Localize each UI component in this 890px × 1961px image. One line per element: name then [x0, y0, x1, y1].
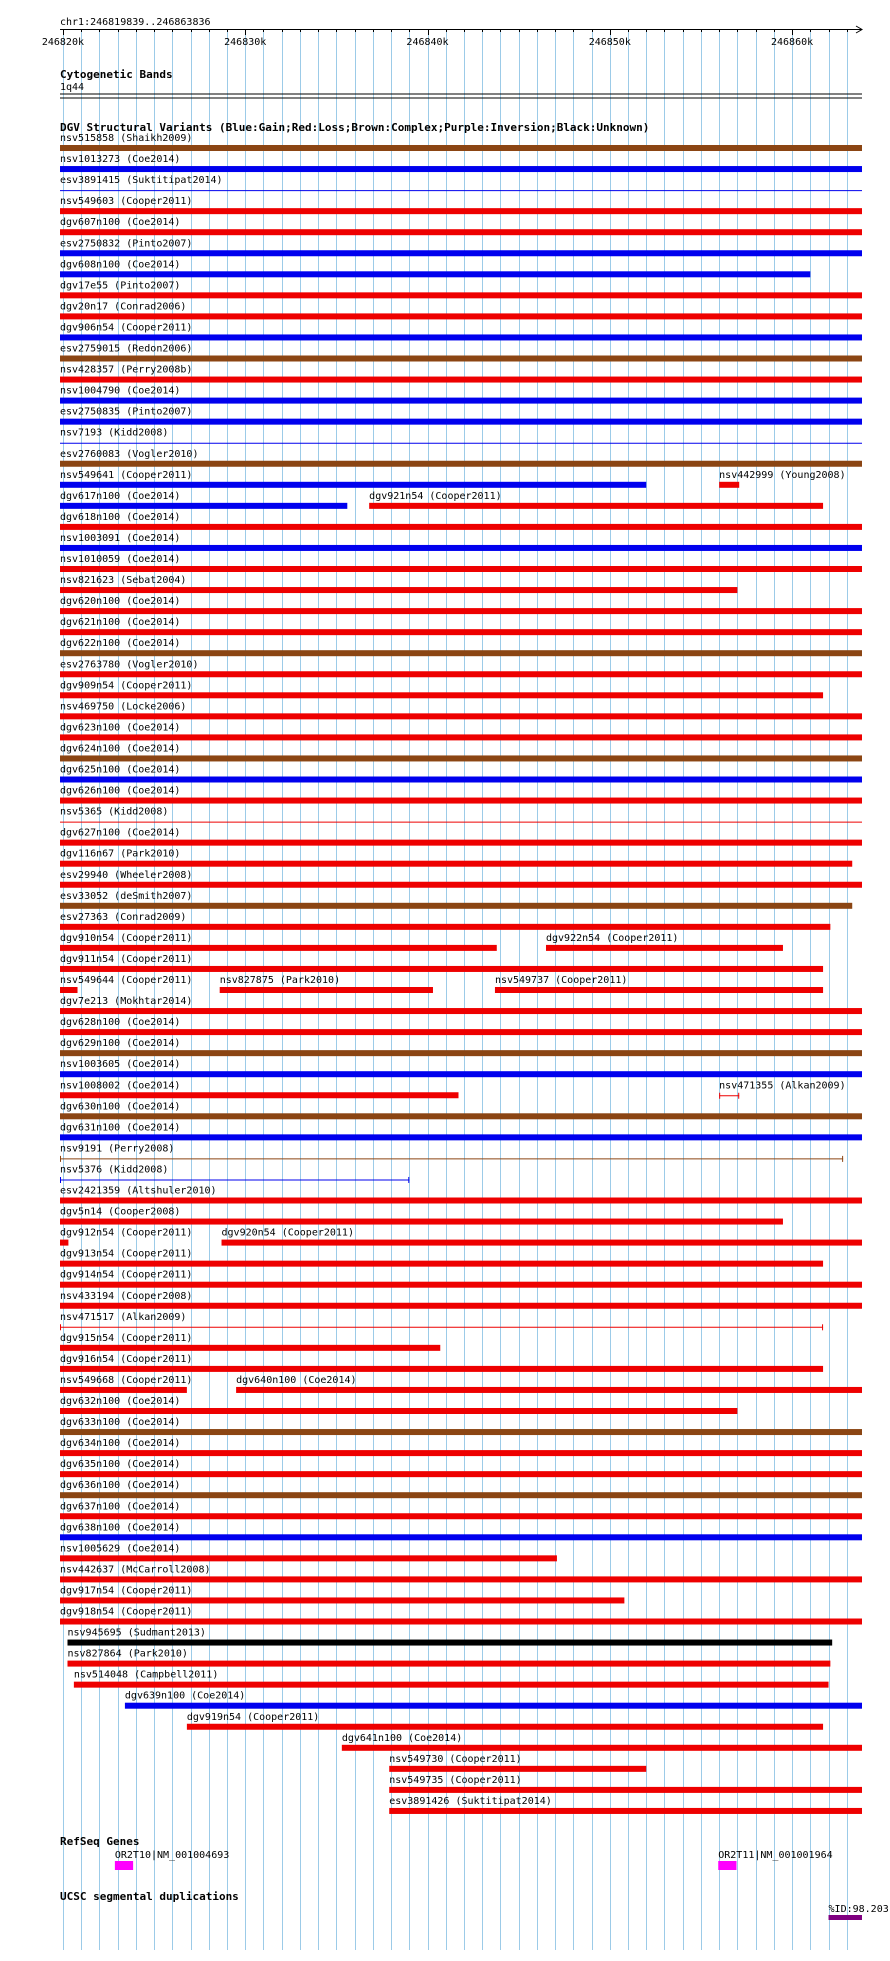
variant-label: nsv428357 (Perry2008b) — [60, 364, 193, 376]
variant-label: dgv637n100 (Coe2014) — [60, 1501, 181, 1513]
variant-label: nsv827875 (Park2010) — [219, 975, 341, 986]
variant-bar[interactable] — [342, 1745, 862, 1751]
dgv-row — [60, 1312, 823, 1331]
variant-bar[interactable] — [60, 755, 862, 761]
dgv-row — [60, 1396, 737, 1414]
variant-bar[interactable] — [60, 966, 823, 972]
variant-label: dgv625n100 (Coe2014) — [60, 764, 181, 776]
dgv-row — [60, 407, 862, 425]
variant-bar[interactable] — [60, 1429, 862, 1435]
variant-label: dgv617n100 (Coe2014) — [60, 490, 181, 502]
gene-label: OR2T10|NM_001004693 — [114, 1850, 230, 1861]
variant-bar[interactable] — [60, 1408, 737, 1414]
variant-bar[interactable] — [60, 1513, 862, 1519]
dgv-row — [60, 533, 862, 551]
dgv-row — [60, 280, 862, 298]
dgv-row — [389, 1796, 862, 1814]
dgv-row — [60, 1059, 862, 1077]
variant-label: dgv640n100 (Coe2014) — [236, 1374, 357, 1386]
variant-label: dgv632n100 (Coe2014) — [60, 1396, 181, 1407]
variant-label: dgv17e55 (Pinto2007) — [60, 280, 181, 292]
variant-bar[interactable] — [74, 1682, 829, 1688]
variant-label: dgv623n100 (Coe2014) — [60, 722, 181, 734]
variant-bar[interactable] — [60, 145, 862, 151]
variant-bar[interactable] — [60, 1092, 458, 1098]
variant-bar[interactable] — [60, 1387, 187, 1393]
dgv-row — [60, 491, 823, 509]
dgv-row — [60, 912, 830, 930]
variant-bar[interactable] — [719, 482, 739, 488]
dgv-row — [60, 554, 862, 572]
variant-label: dgv634n100 (Coe2014) — [60, 1438, 181, 1450]
variant-bar[interactable] — [60, 987, 78, 993]
variant-label: dgv5n14 (Cooper2008) — [60, 1206, 181, 1218]
variant-label: dgv916n54 (Cooper2011) — [60, 1353, 193, 1365]
variant-bar[interactable] — [60, 1303, 862, 1309]
variant-bar[interactable] — [60, 1071, 862, 1077]
variant-label: esv2750835 (Pinto2007) — [60, 406, 193, 418]
dgv-row — [60, 996, 862, 1014]
variant-bar[interactable] — [389, 1766, 646, 1772]
tick-label: 246830k — [224, 37, 267, 48]
variant-label: dgv629n100 (Coe2014) — [60, 1038, 181, 1050]
variant-label: nsv5365 (Kidd2008) — [60, 806, 169, 818]
variant-bar[interactable] — [60, 461, 862, 467]
variant-label: nsv549737 (Cooper2011) — [494, 975, 628, 986]
dgv-track-title: DGV Structural Variants (Blue:Gain;Red:Loss;Brown:Complex;Purple:Inversion;Black:Unknown) — [60, 121, 650, 134]
dgv-row — [60, 175, 862, 191]
variant-label: nsv433194 (Cooper2008) — [60, 1290, 193, 1302]
variant-label: nsv469750 (Locke2006) — [60, 701, 187, 713]
variant-label: dgv620n100 (Coe2014) — [60, 596, 181, 608]
variant-label: dgv922n54 (Cooper2011) — [545, 932, 679, 944]
variant-bar[interactable] — [60, 1198, 862, 1204]
variant-label: nsv549603 (Cooper2011) — [60, 196, 193, 208]
ruler-axis — [42, 26, 862, 48]
variant-bar[interactable] — [60, 356, 862, 362]
variant-bar[interactable] — [67, 1661, 830, 1667]
variant-bar[interactable] — [60, 650, 862, 656]
dgv-row — [60, 1291, 862, 1309]
dgv-row — [60, 133, 862, 151]
segdup-track-title: UCSC segmental duplications — [60, 1890, 239, 1903]
dgv-row — [60, 743, 862, 761]
segdup-label: %ID:98.203 — [828, 1904, 889, 1915]
variant-bar[interactable] — [60, 840, 862, 846]
dgv-row — [60, 596, 862, 614]
variant-bar[interactable] — [60, 924, 830, 930]
variant-bar[interactable] — [60, 798, 862, 804]
variant-label: dgv920n54 (Cooper2011) — [221, 1227, 354, 1239]
variant-label: esv2421359 (Altshuler2010) — [60, 1185, 217, 1197]
dgv-row — [60, 1080, 846, 1099]
variant-label: nsv827864 (Park2010) — [67, 1648, 188, 1660]
variant-label: nsv549641 (Cooper2011) — [60, 469, 193, 481]
variant-label: esv3891415 (Suktitipat2014) — [60, 175, 223, 187]
variant-label: dgv116n67 (Park2010) — [60, 848, 181, 860]
dgv-row — [60, 301, 862, 319]
variant-bar[interactable] — [60, 313, 862, 319]
variant-bar[interactable] — [60, 1029, 862, 1035]
dgv-row — [60, 701, 862, 719]
dgv-row — [60, 1122, 862, 1140]
gene-feature[interactable] — [115, 1861, 133, 1870]
variant-bar[interactable] — [60, 734, 862, 740]
variant-bar[interactable] — [60, 1450, 862, 1456]
variant-bar[interactable] — [546, 945, 783, 951]
variant-bar[interactable] — [60, 292, 862, 298]
dgv-row — [60, 1249, 823, 1267]
variant-bar[interactable] — [60, 861, 852, 867]
dgv-row — [60, 386, 862, 404]
dgv-row — [60, 1417, 862, 1435]
variant-label: nsv1005629 (Coe2014) — [60, 1543, 181, 1555]
dgv-row — [60, 1459, 862, 1477]
dgv-row — [60, 1017, 862, 1035]
variant-label: dgv633n100 (Coe2014) — [60, 1417, 181, 1429]
dgv-row — [60, 891, 852, 909]
variant-bar[interactable] — [60, 166, 862, 172]
segdup-feature[interactable] — [829, 1915, 862, 1920]
dgv-row — [60, 238, 862, 256]
variant-label: nsv515858 (Shaikh2009) — [60, 133, 193, 144]
variant-label: nsv945695 (Sudmant2013) — [67, 1627, 206, 1639]
variant-bar[interactable] — [60, 398, 862, 404]
variant-label: dgv912n54 (Cooper2011) — [60, 1227, 193, 1239]
dgv-row — [60, 765, 862, 783]
dgv-row — [60, 196, 862, 214]
dgv-row — [60, 1143, 843, 1162]
variant-label: dgv636n100 (Coe2014) — [60, 1480, 181, 1492]
variant-bar[interactable] — [60, 1008, 862, 1014]
variant-label: nsv549644 (Cooper2011) — [60, 975, 193, 986]
dgv-row — [60, 1228, 862, 1246]
dgv-row — [60, 365, 862, 383]
dgv-row — [60, 722, 862, 740]
dgv-row — [60, 1333, 440, 1351]
cytoband-track-title: Cytogenetic Bands — [60, 68, 173, 81]
variant-label: dgv915n54 (Cooper2011) — [60, 1332, 193, 1344]
variant-bar[interactable] — [60, 1282, 862, 1288]
dgv-row — [60, 1438, 862, 1456]
variant-bar[interactable] — [60, 1366, 823, 1372]
variant-bar[interactable] — [60, 503, 347, 509]
dgv-row — [60, 154, 862, 172]
variant-bar[interactable] — [67, 1640, 832, 1646]
variant-label: dgv921n54 (Cooper2011) — [369, 490, 502, 502]
variant-label: dgv626n100 (Coe2014) — [60, 785, 181, 797]
variant-bar[interactable] — [60, 1345, 440, 1351]
variant-label: nsv471355 (Alkan2009) — [719, 1080, 846, 1092]
variant-bar[interactable] — [60, 1534, 862, 1540]
dgv-row — [60, 1038, 862, 1056]
variant-bar[interactable] — [60, 1134, 862, 1140]
variant-label: esv2763780 (Vogler2010) — [60, 659, 199, 671]
variant-label: nsv1003605 (Coe2014) — [60, 1059, 181, 1071]
dgv-row — [60, 807, 862, 823]
dgv-row — [60, 428, 862, 444]
variant-label: dgv635n100 (Coe2014) — [60, 1459, 181, 1471]
variant-label: dgv913n54 (Cooper2011) — [60, 1248, 193, 1260]
dgv-row — [60, 1164, 409, 1183]
variant-label: esv2759015 (Redon2006) — [60, 343, 193, 355]
dgv-row — [60, 1354, 823, 1372]
variant-label: nsv1013273 (Coe2014) — [60, 154, 181, 166]
variant-bar[interactable] — [187, 1724, 823, 1730]
variant-label: esv2750832 (Pinto2007) — [60, 238, 193, 250]
variant-label: nsv5376 (Kidd2008) — [60, 1164, 169, 1176]
variant-bar[interactable] — [222, 1240, 862, 1246]
variant-label: dgv624n100 (Coe2014) — [60, 743, 181, 755]
dgv-track — [60, 133, 862, 1814]
variant-bar[interactable] — [60, 482, 646, 488]
variant-label: dgv631n100 (Coe2014) — [60, 1122, 181, 1134]
variant-label: esv2760083 (Vogler2010) — [60, 448, 199, 460]
dgv-row — [60, 828, 862, 846]
variant-label: nsv471517 (Alkan2009) — [60, 1311, 187, 1323]
variant-label: dgv607n100 (Coe2014) — [60, 217, 181, 229]
dgv-row — [389, 1775, 862, 1793]
variant-bar[interactable] — [60, 1492, 862, 1498]
variant-bar[interactable] — [60, 1113, 862, 1119]
dgv-row — [60, 449, 862, 467]
variant-label: esv29940 (Wheeler2008) — [60, 869, 193, 881]
variant-label: nsv1010059 (Coe2014) — [60, 554, 181, 565]
variant-bar[interactable] — [60, 419, 862, 425]
dgv-row — [60, 1186, 862, 1204]
variant-label: nsv442999 (Young2008) — [719, 469, 846, 481]
variant-bar[interactable] — [60, 1240, 68, 1246]
variant-label: dgv627n100 (Coe2014) — [60, 827, 181, 839]
dgv-row — [60, 1375, 862, 1393]
variant-bar[interactable] — [60, 1050, 862, 1056]
variant-bar[interactable] — [60, 713, 862, 719]
dgv-row — [60, 217, 862, 235]
variant-label: dgv621n100 (Coe2014) — [60, 617, 181, 629]
variant-bar[interactable] — [60, 692, 823, 698]
refseq-track-title: RefSeq Genes — [60, 1835, 140, 1848]
variant-bar[interactable] — [60, 608, 862, 614]
dgv-row — [60, 638, 862, 656]
variant-label: dgv622n100 (Coe2014) — [60, 638, 181, 650]
variant-bar[interactable] — [60, 250, 862, 256]
variant-label: nsv549730 (Cooper2011) — [389, 1753, 522, 1765]
region-position-label: chr1:246819839..246863836 — [60, 17, 211, 28]
dgv-row — [60, 1522, 862, 1540]
variant-bar[interactable] — [60, 524, 862, 530]
dgv-row — [60, 786, 862, 804]
variant-bar[interactable] — [60, 229, 862, 235]
variant-label: dgv630n100 (Coe2014) — [60, 1101, 181, 1113]
dgv-row — [187, 1712, 823, 1730]
variant-label: dgv914n54 (Cooper2011) — [60, 1269, 193, 1281]
variant-bar[interactable] — [60, 545, 862, 551]
tick-label: 246850k — [588, 37, 631, 48]
variant-label: dgv919n54 (Cooper2011) — [186, 1711, 320, 1723]
dgv-row — [60, 680, 823, 698]
variant-label: nsv549668 (Cooper2011) — [60, 1374, 193, 1386]
variant-bar[interactable] — [125, 1703, 862, 1709]
dgv-row — [60, 849, 852, 867]
variant-bar[interactable] — [60, 1597, 624, 1603]
dgv-row — [60, 1207, 783, 1225]
dgv-row — [67, 1628, 832, 1646]
dgv-row — [60, 1501, 862, 1519]
variant-bar[interactable] — [60, 587, 737, 593]
dgv-row — [60, 659, 862, 677]
variant-bar[interactable] — [60, 903, 852, 909]
variant-bar[interactable] — [369, 503, 823, 509]
variant-label: nsv1003091 (Coe2014) — [60, 532, 181, 544]
tick-label: 246840k — [406, 37, 449, 48]
dgv-row — [60, 1585, 624, 1603]
segdup-track — [829, 1904, 889, 1920]
dgv-row — [389, 1754, 646, 1772]
dgv-row — [60, 870, 862, 888]
dgv-row — [74, 1670, 829, 1688]
dgv-row — [60, 933, 783, 951]
variant-bar[interactable] — [60, 208, 862, 214]
variant-bar[interactable] — [60, 1576, 862, 1582]
variant-bar[interactable] — [60, 629, 862, 635]
variant-bar[interactable] — [60, 777, 862, 783]
dgv-row — [60, 1101, 862, 1119]
variant-label: dgv639n100 (Coe2014) — [124, 1690, 246, 1702]
variant-bar[interactable] — [60, 1471, 862, 1477]
variant-label: nsv821623 (Sebat2004) — [60, 575, 187, 587]
dgv-row — [60, 259, 810, 277]
gene-label: OR2T11|NM_001001964 — [718, 1850, 833, 1861]
variant-bar[interactable] — [236, 1387, 862, 1393]
dgv-row — [60, 1607, 862, 1625]
variant-label: esv3891426 (Suktitipat2014) — [389, 1795, 552, 1807]
variant-bar[interactable] — [60, 566, 862, 572]
variant-label: dgv7e213 (Mokhtar2014) — [60, 996, 193, 1008]
variant-label: dgv918n54 (Cooper2011) — [60, 1606, 193, 1618]
variant-label: dgv618n100 (Coe2014) — [60, 511, 181, 523]
variant-bar[interactable] — [60, 1261, 823, 1267]
variant-label: nsv9191 (Perry2008) — [60, 1143, 175, 1155]
dgv-row — [60, 1480, 862, 1498]
variant-label: dgv628n100 (Coe2014) — [60, 1017, 181, 1029]
dgv-row — [60, 322, 862, 340]
variant-label: dgv917n54 (Cooper2011) — [60, 1585, 193, 1597]
dgv-row — [60, 954, 823, 972]
dgv-row — [60, 575, 737, 593]
variant-bar[interactable] — [220, 987, 433, 993]
variant-label: nsv549735 (Cooper2011) — [389, 1774, 522, 1786]
variant-label: dgv906n54 (Cooper2011) — [60, 322, 193, 334]
variant-bar[interactable] — [60, 671, 862, 677]
dgv-row — [60, 975, 823, 993]
variant-label: nsv1004790 (Coe2014) — [60, 385, 181, 397]
variant-label: dgv909n54 (Cooper2011) — [60, 680, 193, 692]
variant-label: esv27363 (Conrad2009) — [60, 911, 187, 923]
variant-bar[interactable] — [60, 945, 497, 951]
variant-label: esv33052 (deSmith2007) — [60, 890, 193, 902]
variant-label: dgv20n17 (Conrad2006) — [60, 301, 187, 313]
variant-bar[interactable] — [389, 1787, 862, 1793]
variant-bar[interactable] — [495, 987, 823, 993]
variant-label: dgv910n54 (Cooper2011) — [60, 932, 193, 944]
variant-bar[interactable] — [389, 1808, 862, 1814]
variant-label: dgv641n100 (Coe2014) — [341, 1732, 463, 1744]
variant-bar[interactable] — [60, 271, 810, 277]
dgv-row — [60, 344, 862, 362]
gene-feature[interactable] — [718, 1861, 736, 1870]
cytoband-label: 1q44 — [60, 82, 85, 93]
variant-bar[interactable] — [60, 377, 862, 383]
variant-label: dgv608n100 (Coe2014) — [60, 259, 181, 271]
variant-bar[interactable] — [60, 334, 862, 340]
dgv-row — [67, 1649, 830, 1667]
variant-bar[interactable] — [60, 882, 862, 888]
variant-bar[interactable] — [60, 1219, 783, 1225]
variant-label: nsv7193 (Kidd2008) — [60, 427, 169, 439]
variant-bar[interactable] — [60, 1619, 862, 1625]
dgv-row — [125, 1691, 862, 1709]
variant-bar[interactable] — [60, 1555, 557, 1561]
dgv-row — [60, 617, 862, 635]
tick-label: 246860k — [770, 37, 814, 48]
dgv-row — [60, 1564, 862, 1582]
dgv-row — [60, 1270, 862, 1288]
dgv-row — [60, 470, 846, 488]
variant-label: nsv1008002 (Coe2014) — [60, 1080, 181, 1092]
variant-label: nsv442637 (McCarroll2008) — [60, 1564, 211, 1576]
dgv-row — [60, 512, 862, 530]
variant-label: nsv514048 (Campbell2011) — [73, 1669, 219, 1681]
tick-label: 246820k — [41, 37, 85, 48]
variant-label: dgv911n54 (Cooper2011) — [60, 953, 193, 965]
refseq-track — [115, 1850, 833, 1870]
variant-label: dgv638n100 (Coe2014) — [60, 1522, 181, 1534]
dgv-row — [342, 1733, 862, 1751]
